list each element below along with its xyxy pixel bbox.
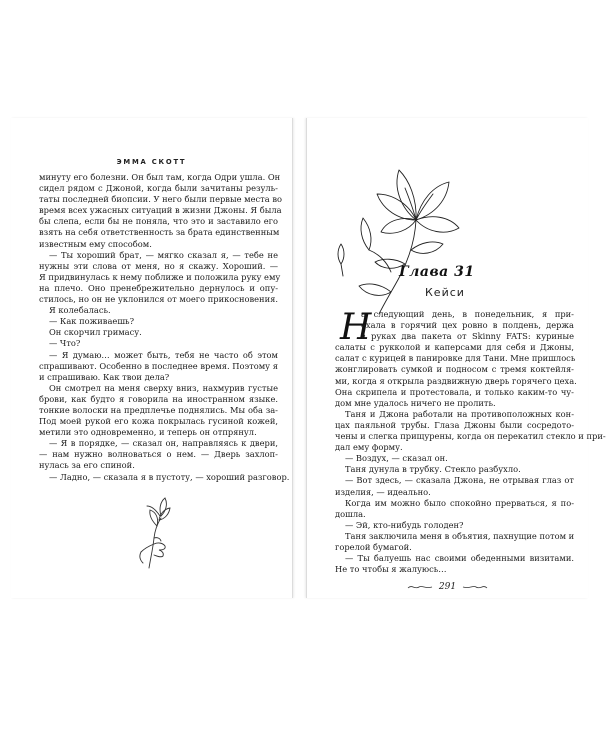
text-line: Таня дунула в трубку. Стекло разбухло. xyxy=(345,464,521,475)
right-page xyxy=(306,118,606,598)
text-line: ехала в горячий цех ровно в полдень, держа xyxy=(361,320,574,331)
right-page-body xyxy=(335,309,606,575)
text-line: стилось, но он не уклонился от моего прикосновения. xyxy=(39,294,278,305)
text-line: дал ему форму. xyxy=(335,442,403,453)
text-line: тонкие волоски на предплечье поднялись. Мы оба за- xyxy=(39,404,278,415)
text-line: Когда им можно было спокойно прерваться, я по- xyxy=(345,497,574,508)
text-line: чены и слегка прищурены, когда он перекатил стекло и при- xyxy=(335,431,606,442)
text-line: Под моей рукой его кожа покрылась гусиной кожей, xyxy=(39,416,278,427)
text-line: — нам нужно волноваться о нем. — Дверь захлоп- xyxy=(39,449,278,460)
left-flourish-icon xyxy=(407,583,433,591)
text-line: нужны эти слова от меня, но я скажу. Хороший. — xyxy=(39,260,278,271)
text-line: в руках два пакета от Skinny FATS: куриные xyxy=(361,331,574,342)
text-line: — Что? xyxy=(49,338,81,349)
text-line: — Ты балуешь нас своими обеденными визитами. xyxy=(345,553,574,564)
text-line: на плечо. Оно пренебрежительно дернулось и опу- xyxy=(39,282,278,293)
text-line: ми, когда я открыла раздвижную дверь горячего цеха. xyxy=(335,375,577,386)
text-line: Таня и Джона работали на противоположных кон- xyxy=(345,408,574,419)
text-line: салаты с рукколой и каперсами для себя и Джоны, xyxy=(335,342,574,353)
text-line: метили это одновременно, и теперь он отпрянул. xyxy=(39,427,257,438)
text-line: — Я думаю… может быть, тебя не часто об этом xyxy=(49,349,278,360)
text-line: минуту его болезни. Он был там, когда Одри ушла. Он xyxy=(39,172,281,182)
text-line: дом мне удалось ничего не пролить. xyxy=(335,397,496,408)
text-line: спрашивают. Особенно в последнее время. Поэтому я xyxy=(39,360,278,371)
drop-cap: Н xyxy=(340,307,372,348)
chapter-title: Глава 31 xyxy=(399,264,475,280)
text-line: время всех ужасных ситуаций в жизни Джоны. Я была xyxy=(39,205,282,216)
text-line: брови, как будто я говорила на иностранном языке. xyxy=(39,393,278,404)
text-line: Он смотрел на меня сверху вниз, нахмурив густые xyxy=(49,382,278,393)
text-line: — Я в порядке, — сказал он, направляясь к двери, xyxy=(49,438,278,449)
text-line: цах паяльной трубы. Глаза Джоны были сосредото- xyxy=(335,419,574,430)
text-line: жонглировать сумкой и подносом с тремя коктейля- xyxy=(335,364,574,375)
text-line: а следующий день, в понедельник, я при- xyxy=(361,309,574,319)
left-page-body xyxy=(39,172,290,483)
text-line: и спрашиваю. Как твои дела? xyxy=(39,371,170,382)
left-page xyxy=(11,118,293,598)
text-line: взять на себя ответственность за брата единственным xyxy=(39,227,280,238)
text-line: Не то чтобы я жалуюсь… xyxy=(335,564,447,575)
text-line: бы слепа, если бы не поняла, что это и заставило его xyxy=(39,216,278,227)
text-line: салат с курицей в панировке для Тани. Мне пришлось xyxy=(335,353,576,364)
text-line: Я придвинулась к нему поближе и положила руку ему xyxy=(39,271,281,282)
text-line: известным ему способом. xyxy=(39,238,152,249)
text-line: изделия, — идеально. xyxy=(335,486,431,497)
page-folio xyxy=(307,582,588,592)
text-line: нулась за его спиной. xyxy=(39,460,135,471)
text-line: Она скрипела и протестовала, и только каким-то чу- xyxy=(335,386,574,397)
page-number: 291 xyxy=(438,582,457,592)
text-line: — Ты хороший брат, — мягко сказал я, — тебе не xyxy=(49,249,278,260)
text-line: Я колебалась. xyxy=(49,305,111,316)
text-line: — Воздух, — сказал он. xyxy=(345,453,448,464)
text-line: сидел рядом с Джоной, когда были зачитаны резуль- xyxy=(39,183,278,194)
text-line: — Ладно, — сказала я в пустоту, — хороший разговор. xyxy=(49,471,290,482)
text-line: горелой бумагой. xyxy=(335,541,412,552)
text-line: — Эй, кто-нибудь голоден? xyxy=(345,519,464,530)
running-header: ЭММА СКОТТ xyxy=(116,158,187,166)
text-line: дошла. xyxy=(335,508,366,519)
text-line: Таня заключила меня в объятия, пахнущие потом и xyxy=(345,530,575,541)
text-line: — Вот здесь, — сказала Джона, не отрывая глаз от xyxy=(345,475,574,486)
chapter-name: Кейси xyxy=(425,286,465,299)
text-line: — Как поживаешь? xyxy=(49,316,135,327)
hand-with-sprig-illustration xyxy=(127,490,183,572)
text-line: таты последней биопсии. У него были первые места во xyxy=(39,194,282,205)
text-line: Он скорчил гримасу. xyxy=(49,327,142,338)
right-flourish-icon xyxy=(462,583,488,591)
